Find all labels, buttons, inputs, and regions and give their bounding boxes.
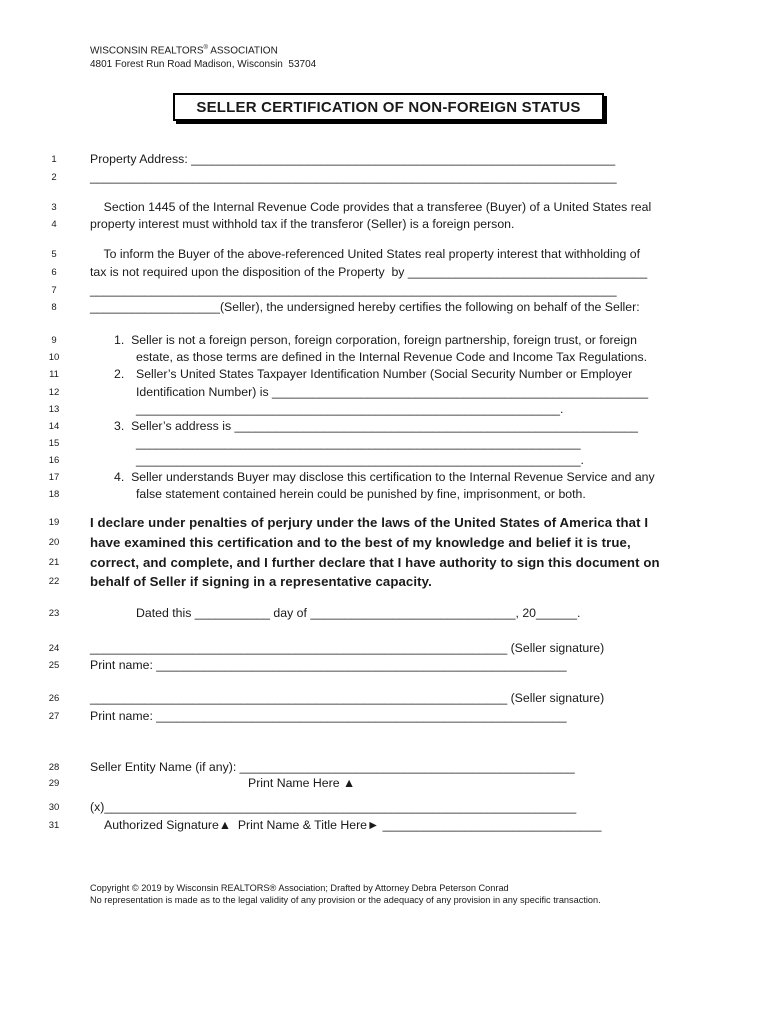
copyright-notice: Copyright © 2019 by Wisconsin REALTORS® Association; Drafted by Attorney Debra Peterson Conrad xyxy=(90,883,509,893)
line-number: 1 xyxy=(51,154,57,165)
form-line-29[interactable]: Print Name Here ▲ xyxy=(248,776,356,790)
line-number: 15 xyxy=(48,438,60,449)
form-line-30[interactable]: (x)_____________________________________________________________________ xyxy=(90,800,577,814)
line-number: 20 xyxy=(48,537,60,548)
line-number: 4 xyxy=(51,219,57,230)
form-line-21: correct, and complete, and I further declare that I have authority to sign this document on xyxy=(90,555,660,570)
form-line-13[interactable]: ______________________________________________________________. xyxy=(136,402,564,416)
form-line-27[interactable]: Print name: ____________________________________________________________ xyxy=(90,709,567,723)
form-line-10[interactable]: estate, as those terms are defined in the Internal Revenue Code and Income Tax Regulations. xyxy=(136,350,648,364)
line-number: 16 xyxy=(48,455,60,466)
line-number: 11 xyxy=(49,369,59,380)
form-line-23[interactable]: Dated this ___________ day of ______________________________, 20______. xyxy=(136,606,581,620)
line-number: 13 xyxy=(48,404,60,415)
line-number: 6 xyxy=(51,267,57,278)
line-number: 29 xyxy=(48,778,60,789)
form-line-26[interactable]: _____________________________________________________________ (Seller signature) xyxy=(90,691,605,705)
line-number: 7 xyxy=(51,285,57,296)
form-line-1[interactable]: Property Address: ______________________________________________________________ xyxy=(90,152,616,166)
form-line-31[interactable]: Authorized Signature▲ Print Name & Title Here► ________________________________ xyxy=(104,818,602,832)
form-line-6[interactable]: tax is not required upon the disposition of the Property by ___________________________________ xyxy=(90,265,648,279)
line-number: 12 xyxy=(48,387,60,398)
form-line-7[interactable]: _____________________________________________________________________________ xyxy=(90,283,617,297)
line-number: 30 xyxy=(48,802,60,813)
form-line-24[interactable]: _____________________________________________________________ (Seller signature) xyxy=(90,641,605,655)
line-number: 21 xyxy=(48,557,60,568)
item-2-number: 2. xyxy=(114,367,125,381)
line-number: 3 xyxy=(51,202,57,213)
form-line-18[interactable]: false statement contained herein could be punished by fine, imprisonment, or both. xyxy=(136,487,586,501)
form-line-28[interactable]: Seller Entity Name (if any): _________________________________________________ xyxy=(90,760,575,774)
line-number: 24 xyxy=(48,643,60,654)
form-line-12[interactable]: Identification Number) is _______________________________________________________ xyxy=(136,385,649,399)
line-number: 10 xyxy=(48,352,60,363)
form-line-17[interactable]: 4. Seller understands Buyer may disclose this certification to the Internal Revenue Service and any xyxy=(114,470,655,484)
form-line-11[interactable]: Seller’s United States Taxpayer Identification Number (Social Security Number or Employer xyxy=(136,367,633,381)
form-line-9[interactable]: 1. Seller is not a foreign person, foreign corporation, foreign partnership, foreign trust, or foreign xyxy=(114,333,637,347)
line-number: 19 xyxy=(48,517,60,528)
form-line-16[interactable]: _________________________________________________________________. xyxy=(136,453,584,467)
association-name: WISCONSIN REALTORS® ASSOCIATION xyxy=(90,45,278,57)
line-number: 17 xyxy=(48,472,60,483)
line-number: 14 xyxy=(48,421,60,432)
form-line-19: I declare under penalties of perjury under the laws of the United States of America that I xyxy=(90,515,649,530)
document-title-box xyxy=(173,93,604,121)
line-number: 2 xyxy=(51,172,57,183)
line-number: 28 xyxy=(48,762,60,773)
disclaimer-notice: No representation is made as to the legal validity of any provision or the adequacy of any provision in any specific transaction. xyxy=(90,895,601,905)
form-line-3[interactable]: Section 1445 of the Internal Revenue Code provides that a transferee (Buyer) of a United States real xyxy=(90,200,652,214)
form-line-2[interactable]: _____________________________________________________________________________ xyxy=(90,170,617,184)
form-line-5[interactable]: To inform the Buyer of the above-referenced United States real property interest that withholding of xyxy=(90,247,641,261)
line-number: 9 xyxy=(51,335,57,346)
document-title: SELLER CERTIFICATION OF NON-FOREIGN STATUS xyxy=(196,98,581,116)
line-number: 31 xyxy=(48,820,60,831)
form-line-14[interactable]: 3. Seller’s address is ___________________________________________________________ xyxy=(114,419,639,433)
form-line-4[interactable]: property interest must withhold tax if the transferor (Seller) is a foreign person. xyxy=(90,217,515,231)
line-number: 8 xyxy=(51,302,57,313)
line-number: 23 xyxy=(48,608,60,619)
form-line-8[interactable]: ___________________(Seller), the undersigned hereby certifies the following on behalf of the Seller: xyxy=(90,300,640,314)
form-line-25[interactable]: Print name: ____________________________________________________________ xyxy=(90,658,567,672)
line-number: 25 xyxy=(48,660,60,671)
line-number: 18 xyxy=(48,489,60,500)
line-number: 27 xyxy=(48,711,60,722)
form-line-15[interactable]: _________________________________________________________________ xyxy=(136,436,581,450)
form-line-20: have examined this certification and to the best of my knowledge and belief it is true, xyxy=(90,535,631,550)
line-number: 26 xyxy=(48,693,60,704)
line-number: 5 xyxy=(51,249,57,260)
association-address: 4801 Forest Run Road Madison, Wisconsin 53704 xyxy=(90,59,317,70)
line-number: 22 xyxy=(48,576,60,587)
form-line-22: behalf of Seller if signing in a representative capacity. xyxy=(90,574,432,589)
